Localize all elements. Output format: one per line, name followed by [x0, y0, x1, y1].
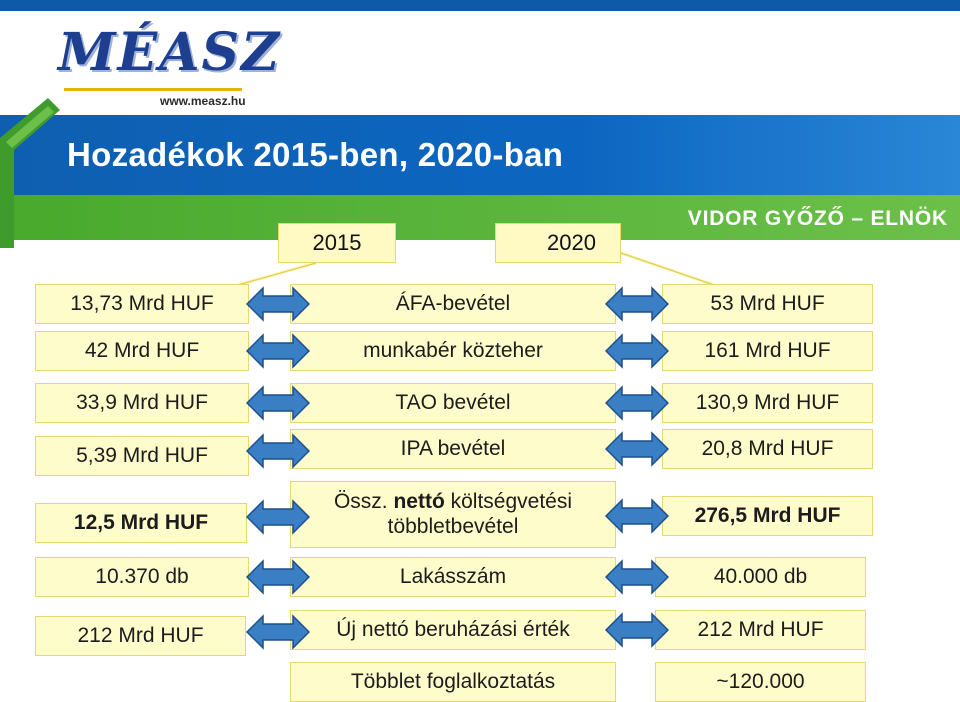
- row-afa-2020: 53 Mrd HUF: [662, 284, 873, 324]
- double-arrow-icon: [605, 558, 669, 596]
- row-beruhazas-2015: 212 Mrd HUF: [35, 616, 246, 656]
- row-kozteher-2020: 161 Mrd HUF: [662, 331, 873, 371]
- row-lakas-2015: 10.370 db: [35, 557, 249, 597]
- double-arrow-icon: [246, 332, 310, 370]
- row-tao-2020: 130,9 Mrd HUF: [662, 383, 873, 423]
- row-tao-label: TAO bevétel: [290, 383, 616, 423]
- year-2015-box: [278, 223, 396, 263]
- double-arrow-icon: [246, 285, 310, 323]
- double-arrow-icon: [246, 613, 310, 651]
- logo-house-icon: [0, 98, 70, 248]
- top-bar: [0, 0, 960, 11]
- row-beruhazas-2020: 212 Mrd HUF: [655, 610, 866, 650]
- page-title: Hozadékok 2015-ben, 2020-ban: [67, 136, 564, 173]
- row-foglalkoztatas-label: Többlet foglalkoztatás: [290, 662, 616, 702]
- double-arrow-icon: [605, 611, 669, 649]
- row-foglalkoztatas-2020: ~120.000: [655, 662, 866, 702]
- row-tao-2015: 33,9 Mrd HUF: [35, 383, 249, 423]
- row-netto-label: [290, 481, 616, 548]
- row-netto-bold: nettó: [393, 490, 445, 514]
- row-ipa-2015: 5,39 Mrd HUF: [35, 436, 249, 476]
- row-afa-2015: 13,73 Mrd HUF: [35, 284, 249, 324]
- measz-logo: [58, 22, 282, 114]
- row-kozteher-2015: 42 Mrd HUF: [35, 331, 249, 371]
- logo-url: www.measz.hu: [160, 94, 246, 108]
- double-arrow-icon: [246, 432, 310, 470]
- row-ipa-label: IPA bevétel: [290, 429, 616, 469]
- year-2015-label: 2015: [312, 230, 362, 255]
- year-2020-label: 2020: [547, 230, 596, 255]
- row-netto-2020: 276,5 Mrd HUF: [662, 496, 873, 536]
- row-netto-prefix: Össz.: [333, 490, 394, 514]
- row-afa-label: ÁFA-bevétel: [290, 284, 616, 324]
- double-arrow-icon: [605, 332, 669, 370]
- double-arrow-icon: [605, 285, 669, 323]
- row-kozteher-label: munkabér közteher: [290, 331, 616, 371]
- row-ipa-2020: 20,8 Mrd HUF: [662, 429, 873, 469]
- double-arrow-icon: [605, 430, 669, 468]
- logo-text: MÉASZ: [58, 22, 282, 83]
- double-arrow-icon: [246, 498, 310, 536]
- double-arrow-icon: [246, 384, 310, 422]
- row-netto-suffix: költségvetési többletbevétel: [387, 490, 573, 538]
- row-beruhazas-label: Új nettó beruházási érték: [290, 610, 616, 650]
- year-2020-box: [495, 223, 621, 263]
- logo-underline: [64, 88, 242, 91]
- row-netto-2015: 12,5 Mrd HUF: [35, 503, 247, 543]
- double-arrow-icon: [246, 558, 310, 596]
- row-lakas-label: Lakásszám: [290, 557, 616, 597]
- row-netto-label-text: [291, 490, 615, 538]
- row-lakas-2020: 40.000 db: [655, 557, 866, 597]
- double-arrow-icon: [605, 384, 669, 422]
- double-arrow-icon: [605, 497, 669, 535]
- author-label: VIDOR GYŐZŐ – ELNÖK: [687, 207, 948, 230]
